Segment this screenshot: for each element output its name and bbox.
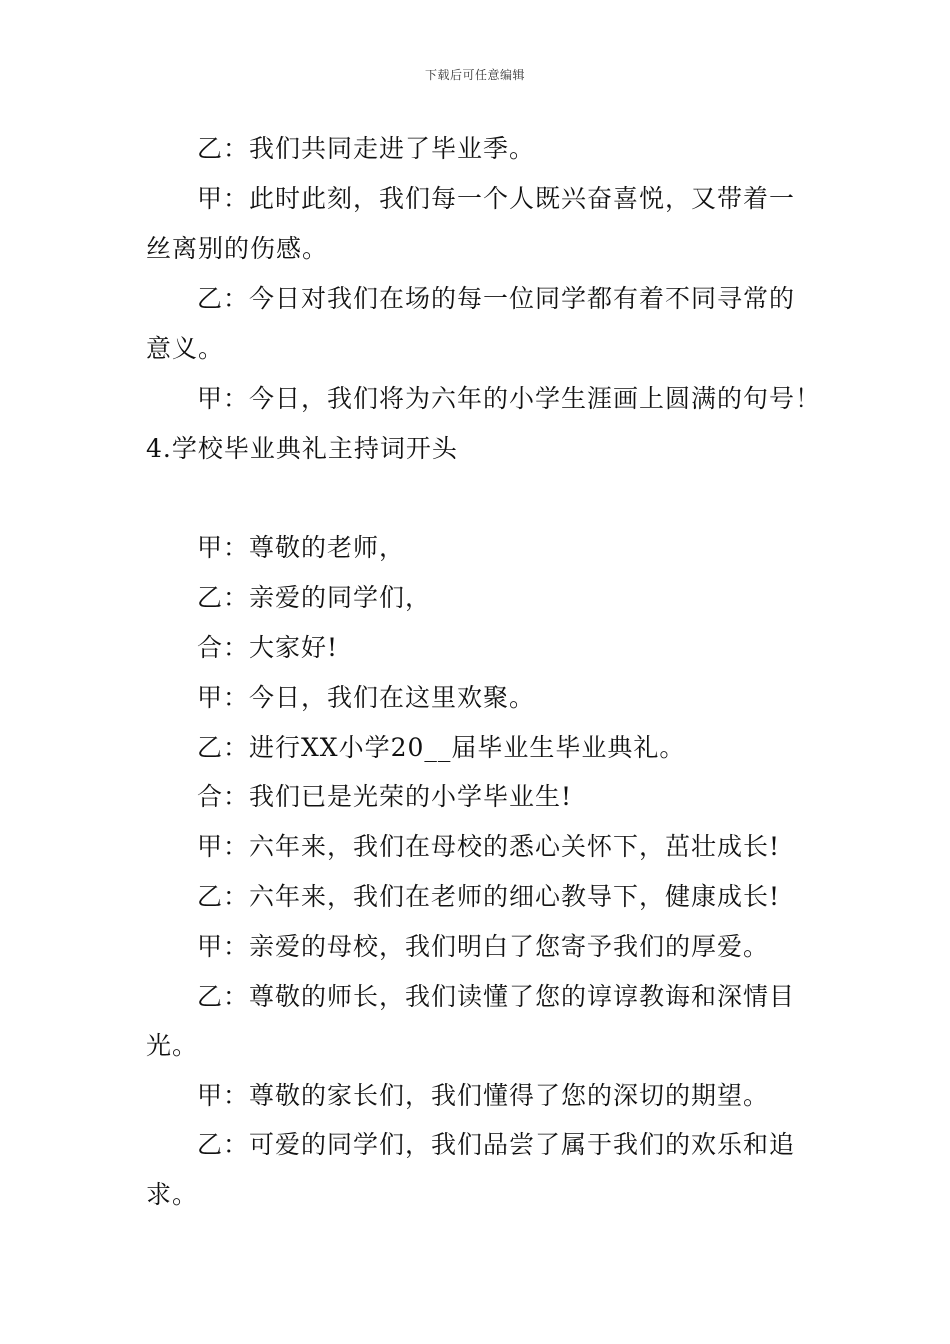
paragraph-line: 求。 [146, 1180, 199, 1209]
paragraph-line: 乙：六年来，我们在老师的细心教导下，健康成长! [197, 882, 781, 911]
paragraph-line: 光。 [146, 1031, 199, 1060]
paragraph-line: 甲：今日，我们将为六年的小学生涯画上圆满的句号！ [197, 384, 822, 413]
paragraph-line: 意义。 [146, 334, 225, 363]
paragraph-line: 合：大家好! [197, 633, 339, 662]
paragraph-line: 甲：尊敬的家长们，我们懂得了您的深切的期望。 [197, 1081, 770, 1110]
paragraph-line: 合：我们已是光荣的小学毕业生! [197, 782, 573, 811]
page-header: 下载后可任意编辑 [424, 68, 525, 82]
paragraph-line: 乙：尊敬的师长，我们读懂了您的谆谆教诲和深情目 [197, 982, 796, 1011]
paragraph-line: 甲：六年来，我们在母校的悉心关怀下，茁壮成长! [197, 832, 781, 861]
paragraph-line: 乙：可爱的同学们，我们品尝了属于我们的欢乐和追 [197, 1130, 796, 1159]
paragraph-line: 甲：今日，我们在这里欢聚。 [197, 683, 536, 712]
paragraph-line: 甲：此时此刻，我们每一个人既兴奋喜悦，又带着一 [197, 184, 796, 213]
paragraph-line: 甲：尊敬的老师， [197, 533, 406, 562]
paragraph-line: 乙：今日对我们在场的每一位同学都有着不同寻常的 [197, 284, 796, 313]
paragraph-line: 乙：亲爱的同学们， [197, 583, 432, 612]
paragraph-line: 乙：我们共同走进了毕业季。 [197, 134, 536, 163]
section-heading: 4.学校毕业典礼主持词开头 [146, 434, 458, 463]
paragraph-line: 丝离别的伤感。 [146, 234, 329, 263]
paragraph-line: 乙：进行XX小学20__届毕业生毕业典礼。 [197, 733, 686, 762]
paragraph-line: 甲：亲爱的母校，我们明白了您寄予我们的厚爱。 [197, 932, 770, 961]
